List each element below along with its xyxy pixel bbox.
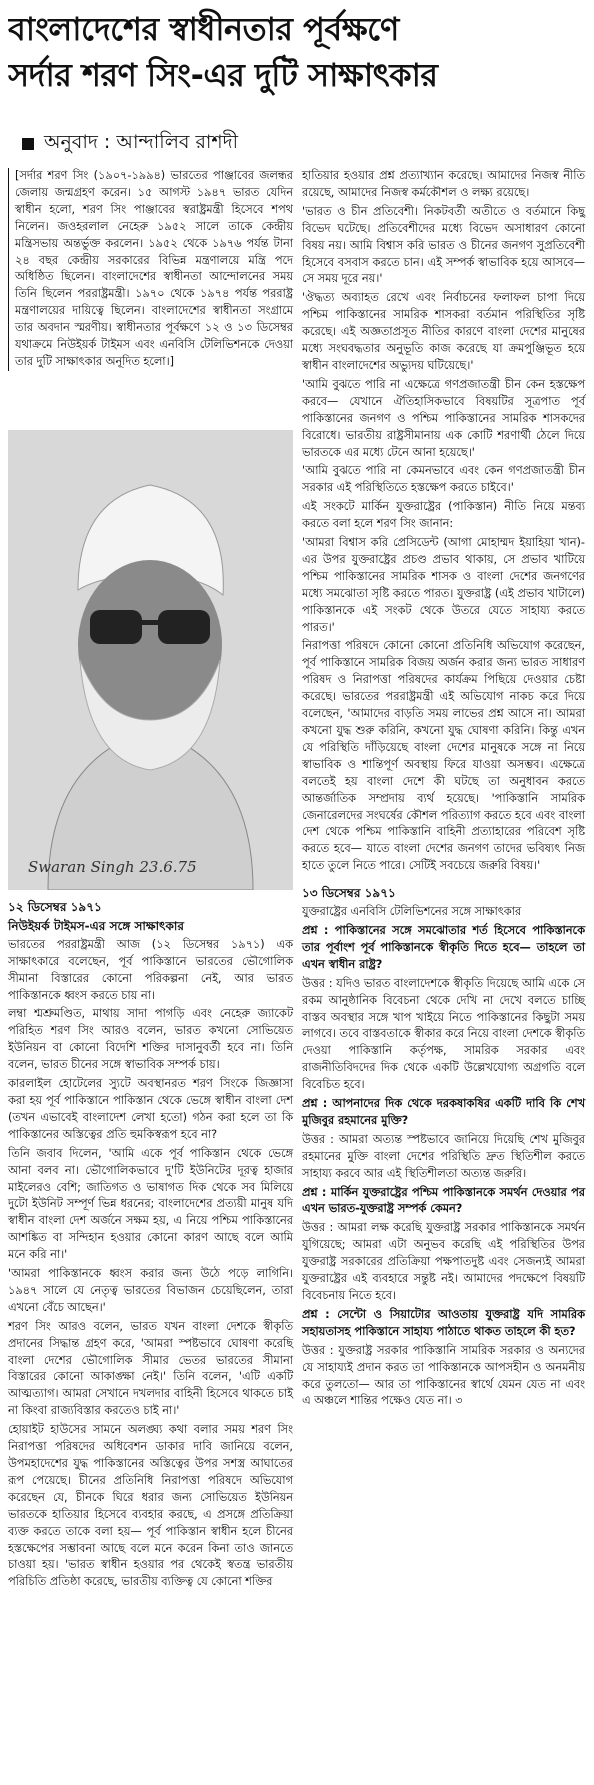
headline bbox=[8, 6, 586, 98]
interview1-paragraph: ভারতের পররাষ্ট্রমন্ত্রী আজ (১২ ডিসেম্বর ১৯৭১) এক সাক্ষাৎকারে বলেছেন, পূর্ব পাকিস্তানে ভারতের ভৌগোলিক সীমানা বিস্তারের কোনো পরিকল্পনা নেই, আর ভারত পাকিস্তানকে ধ্বংস করতে চায় না। bbox=[8, 937, 293, 1002]
right-column bbox=[302, 168, 585, 1412]
interview1-paragraph: হোয়াইট হাউসের সামনে অলঙ্ঘ্য কথা বলার সময় শরণ সিং নিরাপত্তা পরিষদের অধিবেশন ডাকার দাবি জানিয়ে বলেন, উপমহাদেশের যুদ্ধ পাকিস্তানের অস্তিত্বের উপর সশস্ত্র আঘাতের রূপ পেয়েছে। চীনের প্রতিনিধি নিরাপত্তা পরিষদে অভিযোগ করেছেন যে, চীনকে ঘিরে ধরার জন্য সোভিয়েত ইউনিয়ন ভারতকে হাতিয়ার হিসেবে ব্যবহার করছে, এ প্রসঙ্গে প্রতিক্রিয়া ব্যক্ত করতে তাকে বলা হয়— পূর্ব পাকিস্তান স্বাধীন হলে চীনের হস্তক্ষেপের সম্ভাবনা আছে বলে মনে করেন কিনা তাও জানতে চাওয়া হয়। 'ভারত স্বাধীন হওয়ার পর থেকেই স্বতন্ত্র ভারতীয় পরিচিতি প্রতিষ্ঠা করেছে, ভারতীয় ব্যক্তিত্ব যে কোনো শক্তির bbox=[8, 1423, 293, 1589]
right-paragraph: 'আমি বুঝতে পারি না এক্ষেত্রে গণপ্রজাতন্ত্রী চীন কেন হস্তক্ষেপ করবে— যেখানে ঐতিহাসিকভাবে বিষয়টির সূত্রপাত পূর্ব পাকিস্তানের জনগণ ও পশ্চিম পাকিস্তানের সামরিক শাসকদের বিরোধে। ভারতীয় রাষ্ট্রসীমানায় এক কোটি শরণার্থী ঠেলে দিয়ে ভারতকে এর মধ্যে টেনে আনা হয়েছে।' bbox=[302, 377, 585, 459]
question: প্রশ্ন : মার্কিন যুক্তরাষ্ট্রের পশ্চিম পাকিস্তানকে সমর্থন দেওয়ার পর এখন ভারত-যুক্তরাষ্ট্র সম্পর্ক কেমন? bbox=[302, 1185, 585, 1216]
byline bbox=[22, 128, 238, 160]
translator-credit: অনুবাদ : আন্দালিব রাশদী bbox=[44, 131, 239, 153]
headline-line-1: বাংলাদেশের স্বাধীনতার পূর্বক্ষণে bbox=[8, 10, 399, 48]
left-column bbox=[8, 168, 293, 373]
interview1-paragraph: লম্বা শ্মশ্রুমণ্ডিত, মাথায় সাদা পাগড়ি এবং নেহেরু জ্যাকেট পরিহিত শরণ সিং আরও বলেন, ভারত কখনো সোভিয়েত ইউনিয়ন বা কোনো বিদেশি শক্তির দাসানুবর্তী হবে না। তিনি বলেন, ভারত চীনের সঙ্গে স্বাভাবিক সম্পর্ক চায়। bbox=[8, 1007, 293, 1072]
question: প্রশ্ন : পাকিস্তানের সঙ্গে সমঝোতার শর্ত হিসেবে পাকিস্তানকে তার পূর্বাংশ পূর্ব পাকিস্তানকে স্বীকৃতি দিতে হবে— তাহলে তা এখন স্বাধীন রাষ্ট্র? bbox=[302, 923, 585, 971]
signature-caption: Swaran Singh 23.6.75 bbox=[28, 858, 197, 876]
right-paragraph: 'ঔদ্ধত্য অব্যাহত রেখে এবং নির্বাচনের ফলাফল চাপা দিয়ে পশ্চিম পাকিস্তানের সামরিক শাসকরা বর্তমান পরিস্থিতির সৃষ্টি করেছে। এই অজ্ঞতাপ্রসূত নীতির কারণে বাংলা দেশের মানুষের মধ্যে সংঘবদ্ধতার অনুভূতি কাজ করেছে যা ক্রমপুঞ্জিভূত হয়ে স্বাধীন বাংলাদেশের অভ্যুদয় ঘটিয়েছে।' bbox=[302, 291, 585, 372]
headline-line-2: সর্দার শরণ সিং-এর দুটি সাক্ষাৎকার bbox=[8, 56, 438, 94]
interview1-paragraph: তিনি জবাব দিলেন, 'আমি একে পূর্ব পাকিস্তান থেকে ভেঙ্গে আনা বলব না। ভৌগোলিকভাবে দু'টি ইউনিটের দূরত্ব হাজার মাইলেরও বেশি; জাতিগত ও ভাষাগত দিক থেকে সব মিলিয়ে দুটো ইউনিট সম্পূর্ণ ভিন্ন ধরনের; বাংলাদেশের প্রত্যয়ী মানুষ যদি স্বাধীন বাংলা দেশ অর্জনে সক্ষম হয়, এ নিয়ে পশ্চিম পাকিস্তানের আশঙ্কিত বা সন্দিহান হওয়ার কোনো কারণ আছে বলে আমি মনে করি না।' bbox=[8, 1146, 293, 1262]
right-paragraph: 'আমরা বিশ্বাস করি প্রেসিডেন্ট (আগা মোহাম্মদ ইয়াহিয়া খান)-এর উপর যুক্তরাষ্ট্রের প্রচণ্ড প্রভাব থাকায়, সে প্রভাব খাটিয়ে পশ্চিম পাকিস্তানের সামরিক শাসক ও বাংলা দেশের জনগণের মধ্যে সমঝোতা সৃষ্টি করতে পারত। যুক্তরাষ্ট্র (এই প্রভাব খাটালে) পাকিস্তানকে এই সংকট থেকে উতরে যেতে সাহায্য করতে পারত।' bbox=[302, 536, 585, 634]
interview2-date: ১৩ ডিসেম্বর ১৯৭১ bbox=[302, 886, 396, 901]
continued-marker: ৩ bbox=[455, 1394, 463, 1408]
answer: উত্তর : আমরা লক্ষ করেছি যুক্তরাষ্ট্র সরকার পাকিস্তানকে সমর্থন যুগিয়েছে; আমরা এটা অনুভব করেছি এই পরিস্থিতির উপর যুক্তরাষ্ট্র সরকারের প্রতিক্রিয়া পক্ষপাতদুষ্ট এবং সেজন্যই আমরা যুক্তরাষ্ট্রের এই ব্যবহারে সন্তুষ্ট নই। আমাদের পদক্ষেপে বিষয়টি বিবেচনায় নিতে হবে। bbox=[302, 1221, 585, 1302]
interview1-paragraph: কারলাইল হোটেলের স্যুটে অবস্থানরত শরণ সিংকে জিজ্ঞাসা করা হয় পূর্ব পাকিস্তানে পাকিস্তান থেকে ভেঙ্গে স্বাধীন বাংলা দেশ (তখন এভাবেই বাংলাদেশ লেখা হতো) গঠন করা হলে তা কি পাকিস্তানের অস্তিত্বের প্রতি হুমকিস্বরূপ হবে না? bbox=[8, 1077, 293, 1141]
right-paragraph: 'ভারত ও চীন প্রতিবেশী। নিকটবর্তী অতীতে ও বর্তমানে কিছু বিভেদ ঘটেছে। প্রতিবেশীদের মধ্যে বিভেদ অসাধারণ কোনো বিষয় নয়। আমি বিশ্বাস করি ভারত ও চীনের জনগণ সুপ্রতিবেশী হিসেবে বসবাস করতে চান। এই সম্পর্ক স্বাভাবিক হয়ে আসবে— সে সময় দূরে নয়।' bbox=[302, 204, 585, 286]
right-paragraph: নিরাপত্তা পরিষদে কোনো কোনো প্রতিনিধি অভিযোগ করেছেন, পূর্ব পাকিস্তানে সামরিক বিজয় অর্জন করার জন্য ভারত সাধারণ পরিষদ ও নিরাপত্তা পরিষদের কার্যক্রম পিছিয়ে দেওয়ার চেষ্টা করেছে। ভারতের পররাষ্ট্রমন্ত্রী এই অভিযোগ নাকচ করে দিয়ে বলেছেন, 'আমাদের বাড়তি সময় লাভের প্রশ্ন আসে না। আমরা কখনো যুদ্ধ শুরু করিনি, কখনো যুদ্ধ ঘোষণা করিনি। কিন্তু এখন যে পরিস্থিতি দাঁড়িয়েছে বাংলা দেশের মানুষকে সঙ্গে না নিয়ে স্বাভাবিক ও শান্তিপূর্ণ অবস্থায় ফিরে যাওয়া অসম্ভব। এক্ষেত্রে বলতেই হয় বাংলা দেশে কী ঘটছে তা অনুধাবন করতে আন্তর্জাতিক সম্প্রদায় ব্যর্থ হয়েছে। 'পাকিস্তানি সামরিক জেনারেলদের সংঘর্ষের কৌশল পরিত্যাগ করতে হবে এবং বাংলা দেশ থেকে পশ্চিম পাকিস্তানি বাহিনী প্রত্যাহারের পরিবেশ সৃষ্টি করতে হবে— যাতে বাংলা দেশের জনগণ তাদের ভবিষ্যৎ নিজ হাতে তুলে নিতে পারে। সেটিই সবচেয়ে জরুরি বিষয়।' bbox=[302, 639, 585, 873]
square-bullet-icon bbox=[22, 138, 34, 150]
interview1-paragraph: শরণ সিং আরও বলেন, ভারত যখন বাংলা দেশকে স্বীকৃতি প্রদানের সিদ্ধান্ত গ্রহণ করে, 'আমরা স্পষ্টভাবে ঘোষণা করেছি বাংলা দেশের ভৌগোলিক সীমার ভেতর ভারতের সীমানা বিস্তারের কোনো আকাঙ্ক্ষা নেই।' তিনি বলেন, 'এটি একটি আত্মত্যাগ। আমরা সেখানে দখলদার বাহিনী হিসেবে থাকতে চাই না কিংবা রাজ্যবিস্তার করতেও চাই না।' bbox=[8, 1319, 293, 1418]
intro-note: [সর্দার শরণ সিং (১৯০৭-১৯৯৪) ভারতের পাঞ্জাবের জলন্ধর জেলায় জন্মগ্রহণ করেন। ১৫ আগস্ট ১৯৪৭ ভারত যেদিন স্বাধীন হলো, শরণ সিং পাঞ্জাবের স্বরাষ্ট্রমন্ত্রী হিসেবে শপথ নিলেন। জওহরলাল নেহেরু ১৯৫২ সালে তাকে কেন্দ্রীয় মন্ত্রিসভায় অন্তর্ভুক্ত করলেন। ১৯৫২ থেকে ১৯৭৬ পর্যন্ত টানা ২৪ বছর কেন্দ্রীয় সরকারের বিভিন্ন মন্ত্রণালয়ে মন্ত্রি পদে অধিষ্ঠিত ছিলেন। বাংলাদেশের স্বাধীনতা আন্দোলনের সময় তিনি ছিলেন পররাষ্ট্রমন্ত্রী। ১৯৭০ থেকে ১৯৭৪ পর্যন্ত পররাষ্ট্র মন্ত্রণালয়ের দায়িত্বে ছিলেন। বাংলাদেশের স্বাধীনতা সংগ্রামে তার অবদান স্মরণীয়। স্বাধীনতার পূর্বক্ষণে ১২ ও ১৩ ডিসেম্বর যথাক্রমে নিউইয়র্ক টাইমস এবং এনবিসি টেলিভিশনকে দেওয়া তার দুটি সাক্ষাৎকার অনূদিত হলো।] bbox=[8, 168, 293, 371]
question: প্রশ্ন : সেন্টো ও সিয়াটোর আওতায় যুক্তরাষ্ট্র যদি সামরিক সহায়তাসহ পাকিস্তানে সাহায্য পাঠাতে থাকত তাহলে কী হত? bbox=[302, 1307, 585, 1338]
interview1-date: ১২ ডিসেম্বর ১৯৭১ bbox=[8, 900, 102, 914]
interview1-paragraph: 'আমরা পাকিস্তানকে ধ্বংস করার জন্য উঠে পড়ে লাগিনি। ১৯৪৭ সালে যে নেতৃত্ব ভারতের বিভাজন চেয়েছিলেন, তারা এখনো বেঁচে আছেন।' bbox=[8, 1267, 293, 1314]
interview2-intro: যুক্তরাষ্ট্রের এনবিসি টেলিভিশনের সঙ্গে সাক্ষাৎকার bbox=[302, 905, 522, 919]
interview1 bbox=[8, 895, 293, 1593]
portrait-illustration bbox=[8, 430, 293, 890]
answer: উত্তর : আমরা অত্যন্ত স্পষ্টভাবে জানিয়ে দিয়েছি শেখ মুজিবুর রহমানের মুক্তি বাংলা দেশের পরিস্থিতি দ্রুত স্থিতিশীল করতে সাহায্য করবে আর এই স্থিতিশীলতা অত্যন্ত জরুরি। bbox=[302, 1132, 585, 1180]
answer bbox=[302, 1343, 585, 1411]
right-paragraph: এই সংকটে মার্কিন যুক্তরাষ্ট্রের (পাকিস্তান) নীতি নিয়ে মন্তব্য করতে বলা হলে শরণ সিং জানান: bbox=[302, 500, 585, 531]
right-paragraph: 'আমি বুঝতে পারি না কেমনভাবে এবং কেন গণপ্রজাতন্ত্রী চীন সরকার এই পরিস্থিতিতে হস্তক্ষেপ করতে চাইবে।' bbox=[302, 464, 585, 495]
interview1-subtitle: নিউইয়র্ক টাইমস-এর সঙ্গে সাক্ষাৎকার bbox=[8, 918, 184, 933]
answer-text: উত্তর : যুক্তরাষ্ট্র সরকার পাকিস্তানি সামরিক সরকার ও অন্যদের যে সাহায্যই প্রদান করত তা পাকিস্তানকে আপসহীন ও অনমনীয় করে তুলতো— আর তা পাকিস্তানের স্বার্থে যেমন যেত না এবং এ অঞ্চলে শান্তির পক্ষেও যেত না। bbox=[302, 1343, 585, 1408]
answer: উত্তর : যদিও ভারত বাংলাদেশকে স্বীকৃতি দিয়েছে আমি একে সে রকম আনুষ্ঠানিক বিবেচনা থেকে দেখি না দেখে বলতে চাচ্ছি বাস্তব অবস্থার সঙ্গে খাপ খাইয়ে নিতে পাকিস্তানের কিছুটা সময় লাগবে। তবে বাস্তবতাকে স্বীকার করে নিয়ে বাংলা দেশকে স্বীকৃতি দেওয়া পাকিস্তানি কর্তৃপক্ষ, সামরিক সরকার এবং রাজনীতিবিদদের দিক থেকে একটি উল্লেখযোগ্য অগ্রগতি বলে বিবেচিত হবে। bbox=[302, 976, 585, 1092]
right-paragraph: হাতিয়ার হওয়ার প্রশ্ন প্রত্যাখ্যান করেছে। আমাদের নিজস্ব নীতি রয়েছে, আমাদের নিজস্ব কর্মকৌশল ও লক্ষ্য রয়েছে। bbox=[302, 169, 585, 199]
question: প্রশ্ন : আপনাদের দিক থেকে দরকষাকষির একটি দাবি কি শেখ মুজিবুর রহমানের মুক্তি? bbox=[302, 1097, 585, 1127]
portrait-photo bbox=[8, 430, 293, 890]
